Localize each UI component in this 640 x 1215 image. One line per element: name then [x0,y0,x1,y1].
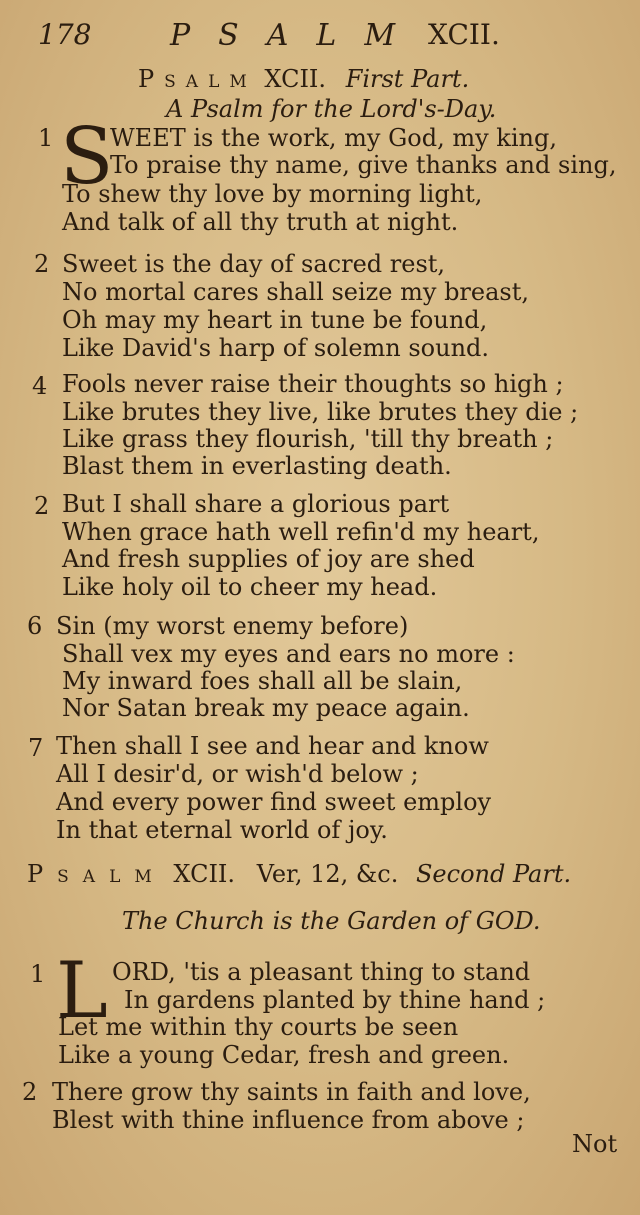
verse-line: To shew thy love by morning light, [62,180,483,208]
verse-line: And fresh supplies of joy are shed [62,545,475,573]
stanza-number: 1 [30,960,46,988]
part-one-subtitle: A Psalm for the Lord's-Day. [166,95,497,123]
running-head [0,16,640,56]
part-label: Second Part. [415,860,572,888]
verse-line: Shall vex my eyes and ears no more : [62,640,515,668]
verse-line: Nor Satan break my peace again. [62,694,470,722]
verse-line: All I desir'd, or wish'd below ; [56,760,419,788]
verse-line: In that eternal world of joy. [56,816,388,844]
verse-line: No mortal cares shall seize my breast, [62,278,530,306]
verse-line: Like brutes they live, like brutes they die ; [62,398,579,426]
running-numeral: XCII. [428,18,500,51]
verse-line: ORD, 'tis a pleasant thing to stand [112,958,531,986]
verse-line: Blast them in everlasting death. [62,452,452,480]
verse-line: Sin (my worst enemy before) [56,612,409,640]
verse-line: And every power find sweet employ [56,788,492,816]
verse-line: Like holy oil to cheer my head. [62,573,438,601]
page-number: 178 [38,18,92,51]
verse-line: Like David's harp of solemn sound. [62,334,490,362]
running-title: PSALM [170,18,424,53]
verse-line: Let me within thy courts be seen [58,1013,459,1041]
stanza-number: 1 [38,124,54,152]
drop-cap: L [56,946,108,1036]
stanza-number: 2 [34,250,50,278]
part-one-heading [138,65,469,93]
stanza-number: 2 [34,492,50,520]
psalm-numeral: XCII. [264,65,327,93]
part-two-subtitle: The Church is the Garden of GOD. [122,907,541,935]
verse-line: Blest with thine influence from above ; [52,1106,525,1134]
psalm-numeral: XCII. [173,860,236,888]
stanza-number: 6 [27,612,43,640]
verse-line: To praise thy name, give thanks and sing, [110,151,617,179]
verse-line: Sweet is the day of sacred rest, [62,250,446,278]
stanza-number: 7 [28,734,44,762]
verse-line: Fools never raise their thoughts so high ; [62,370,564,398]
verse-line: And talk of all thy truth at night. [62,208,459,236]
verse-line: When grace hath well refin'd my heart, [62,518,540,546]
verse-line: My inward foes shall all be slain, [62,667,463,695]
part-label: First Part. [345,65,470,93]
part-two-heading [27,860,571,888]
verse-reference: Ver, 12, &c. [256,860,399,888]
verse-line: Then shall I see and hear and know [56,732,489,760]
drop-cap: S [60,112,114,202]
verse-line: WEET is the work, my God, my king, [110,124,557,152]
verse-line: In gardens planted by thine hand ; [124,986,546,1014]
verse-line: Like grass they flourish, 'till thy breath ; [62,425,554,453]
verse-line: Oh may my heart in tune be found, [62,306,488,334]
catchword: Not [572,1130,618,1158]
psalm-label: Psalm [138,65,257,93]
stanza-number: 4 [32,372,48,400]
verse-line: Like a young Cedar, fresh and green. [58,1041,510,1069]
stanza-number: 2 [22,1078,38,1106]
verse-line: But I shall share a glorious part [62,490,450,518]
verse-line: There grow thy saints in faith and love, [52,1078,531,1106]
psalm-label: Psalm [27,860,166,888]
